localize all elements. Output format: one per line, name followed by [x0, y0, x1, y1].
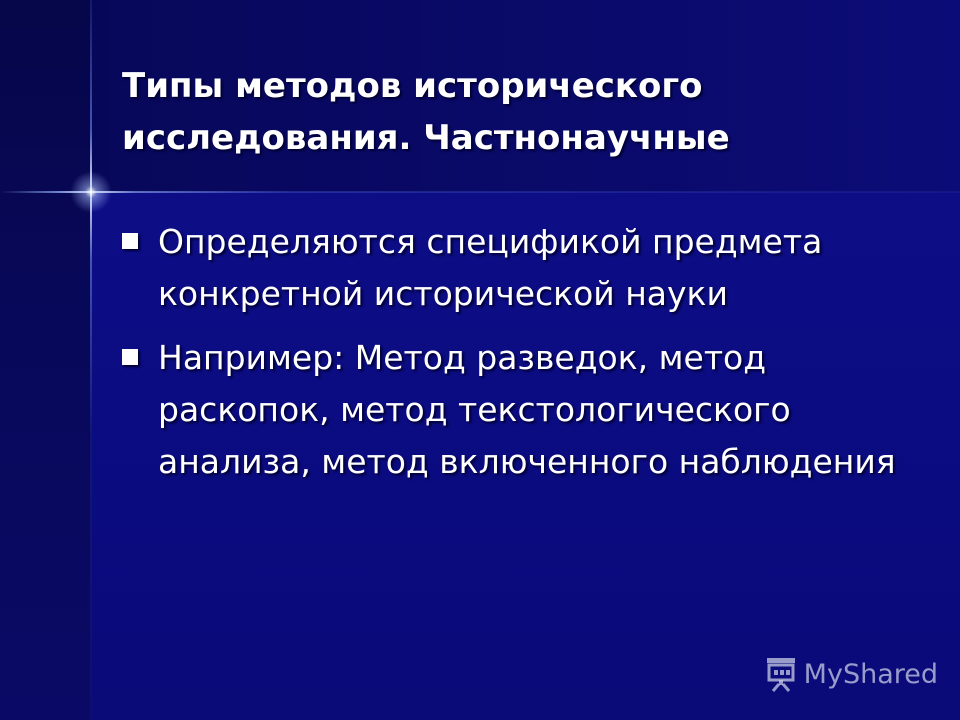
square-bullet-icon — [122, 349, 138, 365]
bullet-text: Определяются спецификой предмета конкретной исторической науки — [158, 222, 823, 313]
bullet-item — [122, 332, 902, 488]
bullet-text: Например: Метод разведок, метод раскопок, метод текстологического анализа, метод включенного наблюдения — [158, 338, 896, 481]
vertical-light-line — [90, 0, 92, 720]
watermark-text: MyShared — [803, 658, 938, 690]
bullet-item — [122, 216, 902, 320]
sparkle-glow — [70, 171, 112, 213]
square-bullet-icon — [122, 233, 138, 249]
bullet-list — [122, 216, 902, 500]
watermark — [764, 656, 938, 692]
presentation-board-icon — [764, 656, 798, 692]
horizontal-light-line — [0, 191, 960, 193]
background-left-strip — [0, 0, 92, 720]
slide-title: Типы методов исторического исследования. Частнонаучные — [122, 66, 730, 158]
